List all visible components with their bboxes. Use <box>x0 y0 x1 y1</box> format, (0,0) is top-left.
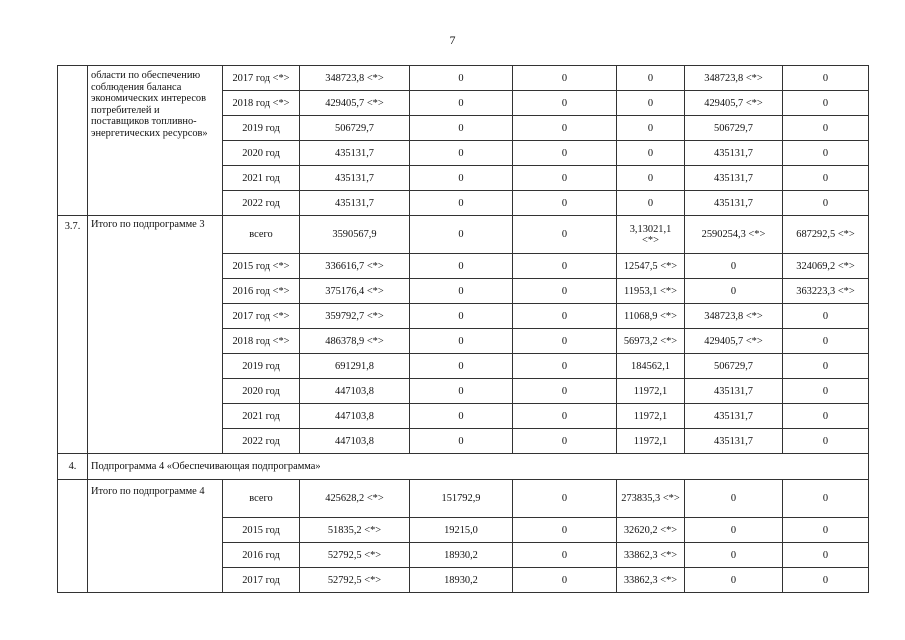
year-cell: 2018 год <*> <box>223 329 300 354</box>
value-cell: 0 <box>513 91 617 116</box>
value-cell: 0 <box>513 568 617 593</box>
year-cell: 2020 год <box>223 141 300 166</box>
year-cell: 2018 год <*> <box>223 91 300 116</box>
year-cell: 2019 год <box>223 116 300 141</box>
value-cell: 324069,2 <*> <box>783 254 869 279</box>
total-cell: 691291,8 <box>300 354 410 379</box>
total-cell: 348723,8 <*> <box>300 66 410 91</box>
total-cell: 336616,7 <*> <box>300 254 410 279</box>
row-number-cell <box>58 66 88 216</box>
value-cell: 435131,7 <box>685 166 783 191</box>
value-cell: 19215,0 <box>410 518 513 543</box>
value-cell: 0 <box>410 254 513 279</box>
year-cell: 2021 год <box>223 166 300 191</box>
value-cell: 0 <box>410 91 513 116</box>
value-cell: 0 <box>513 254 617 279</box>
value-cell: 429405,7 <*> <box>685 91 783 116</box>
value-cell: 506729,7 <box>685 354 783 379</box>
year-cell: 2017 год <*> <box>223 66 300 91</box>
value-cell: 429405,7 <*> <box>685 329 783 354</box>
value-cell: 0 <box>410 116 513 141</box>
value-cell: 56973,2 <*> <box>617 329 685 354</box>
section-title: Подпрограмма 4 «Обеспечивающая подпрограмма» <box>88 454 869 480</box>
value-cell: 0 <box>685 518 783 543</box>
value-cell: 363223,3 <*> <box>783 279 869 304</box>
total-cell: 486378,9 <*> <box>300 329 410 354</box>
total-cell: 51835,2 <*> <box>300 518 410 543</box>
total-cell: 429405,7 <*> <box>300 91 410 116</box>
value-cell: 0 <box>783 404 869 429</box>
value-cell: 0 <box>685 254 783 279</box>
year-cell: 2021 год <box>223 404 300 429</box>
table-row <box>58 216 869 254</box>
total-cell: 435131,7 <box>300 191 410 216</box>
value-cell: 506729,7 <box>685 116 783 141</box>
value-cell: 0 <box>513 480 617 518</box>
value-cell: 435131,7 <box>685 429 783 454</box>
year-cell: 2015 год <*> <box>223 254 300 279</box>
value-cell: 0 <box>783 568 869 593</box>
year-cell: 2016 год <box>223 543 300 568</box>
value-cell: 0 <box>410 429 513 454</box>
value-cell: 348723,8 <*> <box>685 66 783 91</box>
value-cell: 0 <box>617 66 685 91</box>
value-cell: 11972,1 <box>617 404 685 429</box>
budget-table <box>57 65 869 593</box>
value-cell: 11972,1 <box>617 429 685 454</box>
value-cell: 0 <box>513 304 617 329</box>
total-cell: 447103,8 <box>300 379 410 404</box>
row-number-cell: 3.7. <box>58 216 88 454</box>
value-cell: 33862,3 <*> <box>617 568 685 593</box>
value-cell: 0 <box>513 191 617 216</box>
total-cell: 447103,8 <box>300 429 410 454</box>
value-cell: 0 <box>513 404 617 429</box>
value-cell: 3,13021,1 <*> <box>617 216 685 254</box>
value-cell: 32620,2 <*> <box>617 518 685 543</box>
value-cell: 273835,3 <*> <box>617 480 685 518</box>
page-number: 7 <box>449 33 456 47</box>
value-cell: 348723,8 <*> <box>685 304 783 329</box>
value-cell: 0 <box>783 354 869 379</box>
value-cell: 0 <box>783 191 869 216</box>
value-cell: 11972,1 <box>617 379 685 404</box>
year-cell: всего <box>223 480 300 518</box>
year-cell: 2022 год <box>223 429 300 454</box>
value-cell: 0 <box>410 166 513 191</box>
value-cell: 0 <box>617 141 685 166</box>
total-cell: 435131,7 <box>300 166 410 191</box>
value-cell: 435131,7 <box>685 141 783 166</box>
year-cell: 2019 год <box>223 354 300 379</box>
value-cell: 0 <box>783 116 869 141</box>
value-cell: 0 <box>783 166 869 191</box>
value-cell: 0 <box>783 141 869 166</box>
value-cell: 2590254,3 <*> <box>685 216 783 254</box>
year-cell: 2017 год <*> <box>223 304 300 329</box>
total-cell: 425628,2 <*> <box>300 480 410 518</box>
value-cell: 0 <box>410 66 513 91</box>
value-cell: 0 <box>617 116 685 141</box>
measure-name-cell: области по обеспечению соблюдения баланса экономических интересов потребителей и поставщиков топливно-энергетических ресурсов» <box>88 66 223 216</box>
value-cell: 0 <box>783 480 869 518</box>
value-cell: 0 <box>513 354 617 379</box>
value-cell: 0 <box>617 191 685 216</box>
value-cell: 12547,5 <*> <box>617 254 685 279</box>
value-cell: 0 <box>410 191 513 216</box>
value-cell: 0 <box>513 429 617 454</box>
value-cell: 0 <box>783 329 869 354</box>
total-cell: 375176,4 <*> <box>300 279 410 304</box>
value-cell: 0 <box>513 543 617 568</box>
value-cell: 0 <box>410 354 513 379</box>
value-cell: 0 <box>513 141 617 166</box>
total-cell: 359792,7 <*> <box>300 304 410 329</box>
total-cell: 506729,7 <box>300 116 410 141</box>
value-cell: 0 <box>513 329 617 354</box>
year-cell: всего <box>223 216 300 254</box>
total-cell: 435131,7 <box>300 141 410 166</box>
value-cell: 0 <box>685 480 783 518</box>
row-number-cell: 4. <box>58 454 88 480</box>
table-row <box>58 480 869 518</box>
year-cell: 2015 год <box>223 518 300 543</box>
year-cell: 2016 год <*> <box>223 279 300 304</box>
total-cell: 3590567,9 <box>300 216 410 254</box>
value-cell: 0 <box>410 279 513 304</box>
value-cell: 151792,9 <box>410 480 513 518</box>
value-cell: 0 <box>410 404 513 429</box>
value-cell: 0 <box>410 379 513 404</box>
value-cell: 184562,1 <box>617 354 685 379</box>
value-cell: 0 <box>410 216 513 254</box>
value-cell: 0 <box>513 166 617 191</box>
value-cell: 0 <box>783 543 869 568</box>
value-cell: 0 <box>513 116 617 141</box>
value-cell: 0 <box>513 216 617 254</box>
value-cell: 0 <box>783 518 869 543</box>
year-cell: 2017 год <box>223 568 300 593</box>
value-cell: 0 <box>783 66 869 91</box>
value-cell: 0 <box>685 543 783 568</box>
value-cell: 435131,7 <box>685 191 783 216</box>
value-cell: 0 <box>617 91 685 116</box>
value-cell: 0 <box>783 91 869 116</box>
value-cell: 0 <box>685 279 783 304</box>
measure-name-cell: Итого по подпрограмме 3 <box>88 216 223 454</box>
value-cell: 11068,9 <*> <box>617 304 685 329</box>
value-cell: 0 <box>513 279 617 304</box>
section-row <box>58 454 869 480</box>
value-cell: 0 <box>513 66 617 91</box>
value-cell: 435131,7 <box>685 404 783 429</box>
value-cell: 0 <box>410 329 513 354</box>
value-cell: 0 <box>513 379 617 404</box>
table-row <box>58 66 869 91</box>
total-cell: 447103,8 <box>300 404 410 429</box>
value-cell: 0 <box>783 379 869 404</box>
value-cell: 11953,1 <*> <box>617 279 685 304</box>
value-cell: 0 <box>783 304 869 329</box>
value-cell: 0 <box>783 429 869 454</box>
value-cell: 33862,3 <*> <box>617 543 685 568</box>
value-cell: 0 <box>513 518 617 543</box>
value-cell: 0 <box>617 166 685 191</box>
year-cell: 2020 год <box>223 379 300 404</box>
year-cell: 2022 год <box>223 191 300 216</box>
measure-name-cell: Итого по подпрограмме 4 <box>88 480 223 593</box>
value-cell: 18930,2 <box>410 543 513 568</box>
total-cell: 52792,5 <*> <box>300 568 410 593</box>
value-cell: 0 <box>410 304 513 329</box>
value-cell: 435131,7 <box>685 379 783 404</box>
value-cell: 687292,5 <*> <box>783 216 869 254</box>
total-cell: 52792,5 <*> <box>300 543 410 568</box>
value-cell: 0 <box>410 141 513 166</box>
value-cell: 0 <box>685 568 783 593</box>
row-number-cell <box>58 480 88 593</box>
value-cell: 18930,2 <box>410 568 513 593</box>
